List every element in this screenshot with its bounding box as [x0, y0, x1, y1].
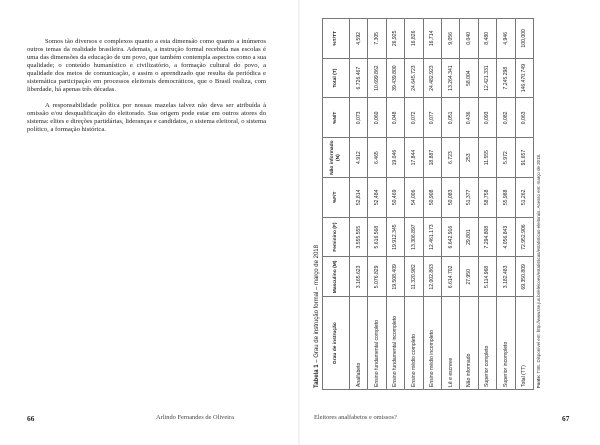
rotated-table [312, 18, 574, 390]
table-row [368, 19, 386, 390]
table-cell: 0,040 [460, 19, 478, 59]
table-cell: 29.801 [460, 217, 478, 257]
table-cell: 58,758 [478, 178, 496, 218]
table-cell: 0,063 [515, 98, 533, 138]
table-cell: 16,826 [405, 19, 423, 59]
table-cell: 6.726.467 [350, 58, 368, 98]
row-label-cell: Não informado [460, 297, 478, 390]
table-caption-sub: – Grau de instrução formal – março de 2018 [314, 245, 320, 365]
table-cell: 19.046 [386, 138, 404, 178]
paragraph-1: Somos tão diversos e complexos quanto a esta dimensão como quanto a inúmeros outros temas da realidade brasileira. Ademais, a instrução formal recebida nas escolas é uma das dimensões da educação de um povo, que também contempla aspectos como a sua qualidade; o conteúdo humanístico e civilizatório, a formação cultural do povo, a qualidade dos meios de comunicação, e assim o aprendizado que resulta da periódica e sistemática participação em processos eleitorais democráticos, que o Brasil realiza, com liberdade, há apenas três décadas. [27, 38, 266, 94]
table-cell: 12.002.863 [423, 257, 441, 297]
body-text [27, 38, 266, 143]
table-cell: 10.699.862 [368, 58, 386, 98]
footer-author: Arlindo Fernandes de Oliveira [156, 414, 234, 421]
column-header: Masculino (M) [323, 257, 350, 297]
table-cell: 13.264.341 [441, 58, 459, 98]
table-cell: 0,048 [386, 98, 404, 138]
row-label-cell: Total (TT) [515, 297, 533, 390]
table-cell: 24.645.723 [405, 58, 423, 98]
source-label: Fonte: [535, 374, 541, 388]
table-cell: 253 [460, 138, 478, 178]
table-row [423, 19, 441, 390]
table-caption [312, 18, 322, 390]
table-row [478, 19, 496, 390]
table-cell: 0,077 [423, 98, 441, 138]
table-cell: 18.887 [423, 138, 441, 178]
table-cell: 54,006 [405, 178, 423, 218]
table-row [405, 19, 423, 390]
rotated-table-area [312, 18, 580, 398]
table-cell: 5.076.829 [368, 257, 386, 297]
table-cell: 7,305 [368, 19, 386, 59]
page-number: 66 [27, 414, 35, 423]
table-cell: 52,814 [350, 178, 368, 218]
source-text: TSE. Disponível em: http://www.tse.jus.br/eleicoes/estatisticas/estatisticas-eleitorais. Acesso em: março de 2018. [535, 153, 541, 375]
column-header: %F/T [323, 178, 350, 218]
table-cell: 11.320.982 [405, 257, 423, 297]
row-label-cell: Ensino médio incompleto [423, 297, 441, 390]
table-cell: 27.950 [460, 257, 478, 297]
table-caption-label: Tabela 1 [314, 364, 320, 388]
table-row [441, 19, 459, 390]
table-cell: 4,946 [497, 19, 515, 59]
table-cell: 0,436 [460, 98, 478, 138]
table-source [536, 18, 541, 390]
table-cell: 69.350.809 [515, 257, 533, 297]
table-cell: 3.555.555 [350, 217, 368, 257]
row-label-cell: Ensino fundamental incompleto [386, 297, 404, 390]
row-label-cell: Superior completo [478, 297, 496, 390]
table-cell: 4.912 [350, 138, 368, 178]
table-cell: 0,073 [350, 98, 368, 138]
table-cell: 52,484 [368, 178, 386, 218]
table-cell: 17.844 [405, 138, 423, 178]
right-page-number [562, 414, 569, 423]
table-cell: 51,377 [460, 178, 478, 218]
footer-book-title: Eleitores analfabetos e omissos? [314, 414, 397, 421]
row-label-cell: Superior incompleto [497, 297, 515, 390]
table-row [350, 19, 368, 390]
table-cell: 7.294.808 [478, 217, 496, 257]
table-cell: 6.614.702 [441, 257, 459, 297]
table-cell: 26,925 [386, 19, 404, 59]
table-cell: 146.470.749 [515, 58, 533, 98]
table-cell: 0,051 [441, 98, 459, 138]
table-cell: 5.616.568 [368, 217, 386, 257]
table-cell: 6.465 [368, 138, 386, 178]
table-cell: 6.723 [441, 138, 459, 178]
table-cell: 4,592 [350, 19, 368, 59]
table-cell: 8,480 [478, 19, 496, 59]
table-cell: 19.912.345 [386, 217, 404, 257]
table-cell: 39.439.800 [386, 58, 404, 98]
paragraph-2: A responsabilidade política por nossas mazelas talvez não deva ser atribuída à omissão e/ou desqualificação do eleitorado. Sua origem pode estar em outros atores do sistema: elites e direções partidárias, lideranças e candidatos, o sistema eleitoral, o sistema político, a formação histórica. [27, 102, 266, 134]
table-cell: 0,072 [405, 98, 423, 138]
table-cell: 7.245.298 [497, 58, 515, 98]
table-cell: 0,093 [478, 98, 496, 138]
table-row [497, 19, 515, 390]
column-header: %N/T [323, 98, 350, 138]
table-cell: 6.642.916 [441, 217, 459, 257]
table-cell: 16,714 [423, 19, 441, 59]
table-cell: 12.421.331 [478, 58, 496, 98]
table-cell: 13.306.897 [405, 217, 423, 257]
table-cell: 19.508.409 [386, 257, 404, 297]
column-header: %T/TT [323, 19, 350, 59]
table-cell: 9,056 [441, 19, 459, 59]
page-number: 67 [562, 414, 570, 423]
table-cell: 12.461.173 [423, 217, 441, 257]
column-header: Grau de instrução [323, 297, 350, 390]
table-cell: 50,469 [386, 178, 404, 218]
table-row [460, 19, 478, 390]
column-header: Não informado (N) [323, 138, 350, 178]
table-header-row [323, 19, 350, 390]
column-header: Total (T) [323, 58, 350, 98]
table-cell: 50,083 [441, 178, 459, 218]
right-page [300, 0, 600, 445]
table-cell: 55,988 [497, 178, 515, 218]
column-header: Feminino (F) [323, 217, 350, 257]
row-label-cell: Ensino médio completo [405, 297, 423, 390]
table-cell: 11.555 [478, 138, 496, 178]
table-cell: 72.952.906 [515, 217, 533, 257]
table-row [515, 19, 533, 390]
table-cell: 5.972 [497, 138, 515, 178]
table-cell: 4.056.843 [497, 217, 515, 257]
row-label-cell: Ensino fundamental completo [368, 297, 386, 390]
table-cell: 0,060 [368, 98, 386, 138]
table-cell: 100,000 [515, 19, 533, 59]
table-cell: 3.182.483 [497, 257, 515, 297]
table-cell: 51,262 [515, 178, 533, 218]
row-label-cell: Analfabeto [350, 297, 368, 390]
left-page-number [27, 414, 34, 423]
table-cell: 0,082 [497, 98, 515, 138]
table-cell: 3.165.623 [350, 257, 368, 297]
row-label-cell: Lê e escreve [441, 297, 459, 390]
table-row [386, 19, 404, 390]
data-table [322, 18, 534, 390]
table-cell: 5.114.968 [478, 257, 496, 297]
table-cell: 91.657 [515, 138, 533, 178]
table-cell: 24.482.923 [423, 58, 441, 98]
table-cell: 58.004 [460, 58, 478, 98]
table-cell: 50,908 [423, 178, 441, 218]
